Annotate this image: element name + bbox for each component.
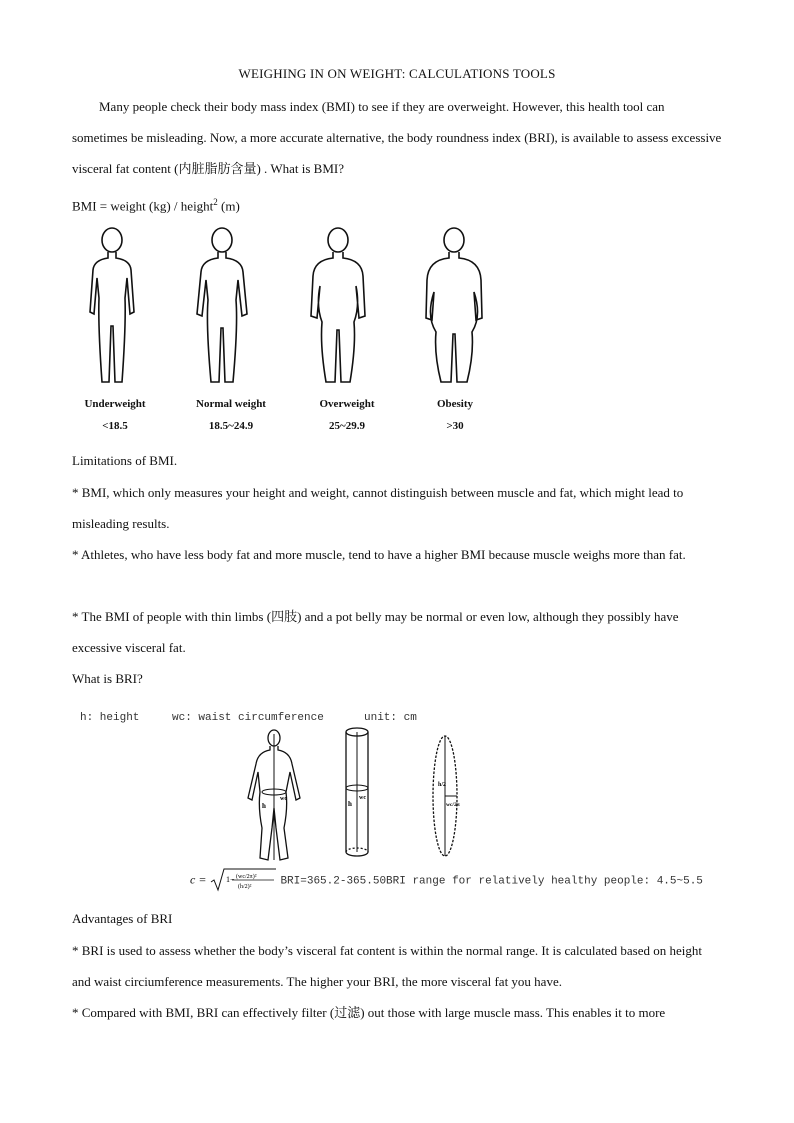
svg-text:(h/2)²: (h/2)² [238, 884, 252, 890]
sqrt-symbol-icon [210, 868, 276, 892]
bmi-formula-sup: 2 [213, 197, 218, 207]
bmi-range-underweight: <18.5 [102, 420, 128, 432]
bmi-formula-tail: (m) [217, 198, 240, 214]
bri-heading: What is BRI? [72, 671, 143, 686]
cylinder-wc-label: wc [359, 795, 366, 801]
bmi-range-obesity: >30 [446, 420, 464, 432]
limitation-item: * The BMI of people with thin limbs (四肢) and a pot belly may be normal or even low, although they possibly have excessive visceral fat. [72, 609, 679, 655]
bmi-range-overweight: 25~29.9 [329, 420, 365, 432]
bmi-label-obesity: Obesity [436, 398, 474, 410]
bri-figure [74, 708, 703, 898]
limitations-heading: Limitations of BMI. [72, 453, 178, 468]
bri-formula-prefix: c = [190, 872, 207, 887]
normal-weight-body-icon [192, 226, 252, 386]
bmi-formula-lead: BMI = weight (kg) / height [72, 198, 214, 214]
page-title: WEIGHING IN ON WEIGHT: CALCULATIONS TOOLS [238, 66, 556, 81]
obesity-body-icon [424, 226, 484, 386]
bmi-label-overweight: Overweight [319, 398, 375, 410]
bmi-label-normal: Normal weight [196, 398, 266, 410]
overweight-body-icon [308, 226, 368, 386]
person-wc-label: wc [280, 796, 287, 802]
advantage-item: * BRI is used to assess whether the body’s visceral fat content is within the normal range. It is calculated based on height and waist circiumference measurements. The higher your BRI, the more visceral fat you have. [72, 943, 702, 989]
bmi-label-underweight: Underweight [84, 398, 146, 410]
bri-formula [190, 868, 703, 892]
cylinder-h-label: h [348, 800, 352, 808]
svg-text:1−: 1− [226, 875, 235, 884]
ellipse-wc-label: wc/2π [446, 802, 460, 808]
advantages-heading: Advantages of BRI [72, 911, 173, 926]
underweight-body-icon [82, 226, 142, 386]
bri-formula-text: BRI=365.2-365.50BRI range for relatively healthy people: 4.5~5.5 [280, 875, 703, 888]
limitation-item: * BMI, which only measures your height and weight, cannot distinguish between muscle and fat, which might lead to misleading results. [72, 485, 684, 531]
ellipse-h2-label: h/2 [438, 782, 447, 788]
limitation-item: * Athletes, who have less body fat and more muscle, tend to have a higher BMI because muscle weighs more than fat. [72, 547, 686, 562]
cylinder-icon [342, 724, 372, 860]
intro-paragraph: Many people check their body mass index (BMI) to see if they are overweight. However, this health tool can sometimes be misleading. Now, a more accurate alternative, the body roundness index (BRI), is available to assess excessive visceral fat content (内脏脂肪含量) . What is BMI? [72, 99, 722, 176]
advantage-item: * Compared with BMI, BRI can effectively filter (过滤) out those with large muscle mass. This enables it to more [72, 1005, 666, 1020]
ellipse-icon [430, 732, 460, 860]
person-h-label: h [262, 802, 266, 810]
bmi-figure [80, 226, 520, 441]
bri-legend-waist: wc: waist circumference [172, 712, 324, 724]
bmi-range-normal: 18.5~24.9 [208, 420, 254, 432]
bri-legend-height: h: height [80, 712, 140, 724]
svg-text:(wc/2π)²: (wc/2π)² [236, 874, 257, 880]
bri-legend-unit: unit: cm [364, 712, 417, 724]
person-outline-icon [240, 728, 310, 864]
bmi-formula [72, 194, 732, 214]
